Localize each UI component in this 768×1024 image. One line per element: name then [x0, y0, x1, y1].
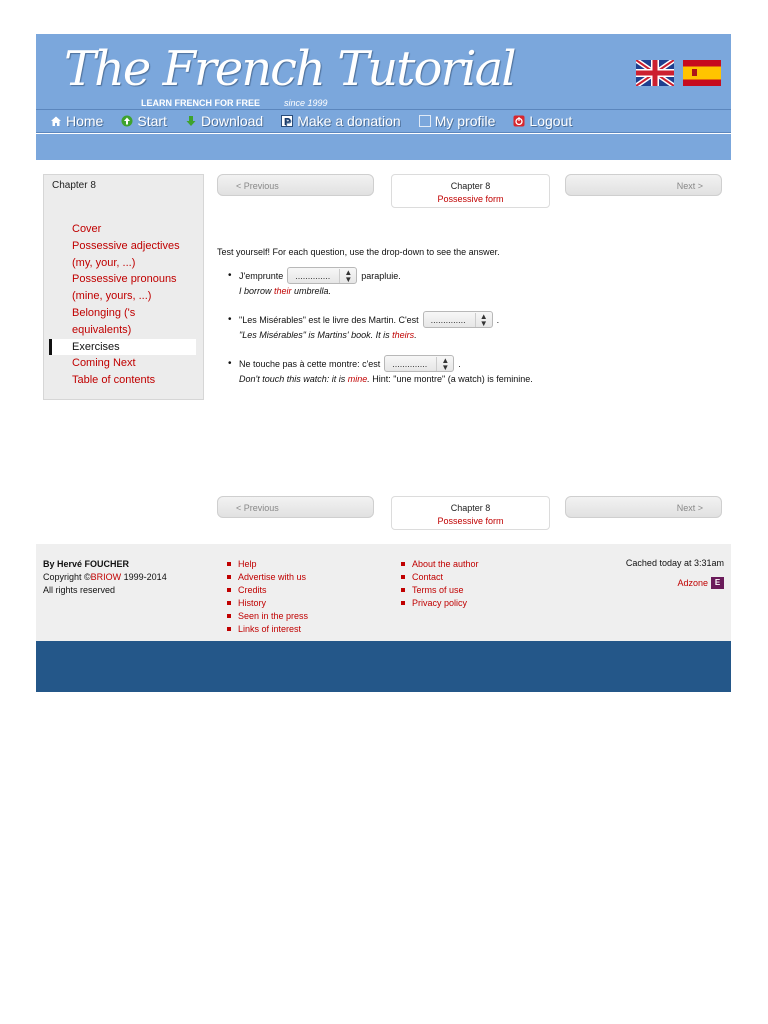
briow-link[interactable]: BRIOW	[90, 572, 122, 582]
pager-top	[217, 174, 724, 208]
answer-word: theirs	[392, 330, 415, 340]
translation-text: .	[367, 374, 370, 384]
pager-section[interactable]: Possessive form	[437, 516, 504, 526]
question-text: • Ne touche pas à cette montre: c'est	[239, 358, 381, 369]
question-3	[217, 355, 727, 384]
translation-text: I borrow	[239, 286, 275, 296]
tagline: LEARN FRENCH FOR FREE	[141, 98, 260, 108]
nav-home[interactable]	[50, 113, 103, 129]
adzone-link[interactable]	[677, 577, 724, 589]
copyright-years: 1999-2014	[121, 572, 167, 582]
author-name: By Hervé FOUCHER	[43, 559, 130, 569]
pager-chapter: Chapter 8	[450, 181, 491, 191]
download-icon	[185, 115, 197, 127]
footer-link-terms[interactable]: Terms of use	[401, 584, 479, 597]
footer-link-privacy[interactable]: Privacy policy	[401, 597, 479, 610]
sidebar-list	[44, 221, 203, 389]
answer-word: mine	[347, 374, 368, 384]
copyright	[43, 571, 167, 584]
current-section	[391, 496, 550, 530]
nav-label: Start	[137, 113, 167, 129]
page	[36, 34, 731, 634]
sidebar-item-possessive-pronouns[interactable]: Possessive pronouns (mine, yours, ...)	[72, 273, 177, 303]
nav-start[interactable]	[121, 113, 167, 129]
since-text: since 1999	[284, 98, 328, 108]
uk-flag-icon[interactable]	[636, 60, 674, 86]
adzone-label: Adzone	[677, 578, 708, 588]
dropdown-arrows-icon: ▲ ▼	[436, 357, 449, 371]
current-section	[391, 174, 550, 208]
dropdown-value: ..............	[295, 270, 331, 281]
rights-text: All rights reserved	[43, 585, 116, 595]
question-1	[217, 267, 727, 296]
translation	[239, 330, 727, 340]
footer-links-2	[401, 558, 479, 610]
sub-bar	[36, 134, 731, 160]
question-text: parapluie.	[361, 270, 401, 281]
footer-link-about[interactable]: About the author	[401, 558, 479, 571]
profile-icon	[419, 115, 431, 127]
previous-button[interactable]: < Previous	[217, 496, 374, 518]
nav-label: My profile	[434, 113, 496, 129]
answer-dropdown[interactable]	[384, 355, 454, 372]
dropdown-arrows-icon: ▲ ▼	[339, 269, 352, 283]
logo-text: The French Tutorial	[64, 41, 515, 97]
next-button[interactable]: Next >	[565, 174, 722, 196]
translation-text: .	[414, 330, 417, 340]
cached-status: Cached today at 3:31am	[625, 558, 724, 568]
answer-dropdown[interactable]	[423, 311, 493, 328]
pager-chapter: Chapter 8	[450, 503, 491, 513]
site-header	[36, 34, 731, 109]
question-2	[217, 311, 727, 340]
copyright-prefix: Copyright ©	[43, 572, 91, 582]
nav-label: Logout	[529, 113, 573, 129]
nav-logout[interactable]	[513, 113, 572, 129]
question-text: .	[496, 314, 500, 325]
footer-bottom-bar	[36, 641, 731, 692]
sidebar-item-table-of-contents[interactable]: Table of contents	[72, 374, 156, 387]
spain-flag-icon[interactable]	[683, 60, 721, 86]
svg-text:P: P	[284, 117, 291, 127]
sidebar-item-cover[interactable]: Cover	[72, 223, 102, 235]
translation-text: "Les Misérables" is Martins' book. It is	[239, 330, 393, 340]
main-nav	[36, 109, 731, 133]
sidebar-item-belonging[interactable]: Belonging ('s equivalents)	[72, 306, 136, 336]
site-logo[interactable]	[46, 38, 515, 108]
site-footer	[36, 544, 731, 641]
hint-text: Hint: "une montre" (a watch) is feminine.	[369, 374, 533, 384]
donation-icon	[281, 115, 293, 127]
next-button[interactable]: Next >	[565, 496, 722, 518]
nav-label: Download	[200, 113, 264, 129]
dropdown-value: ..............	[392, 358, 428, 369]
adzone-badge-icon: E	[711, 577, 724, 589]
footer-link-advertise[interactable]: Advertise with us	[227, 571, 308, 584]
pager-bottom	[217, 496, 724, 530]
translation-text: Don't touch this watch: it is	[239, 374, 348, 384]
footer-link-credits[interactable]: Credits	[227, 584, 308, 597]
start-icon	[121, 115, 133, 127]
nav-label: Home	[66, 113, 104, 129]
footer-link-links[interactable]: Links of interest	[227, 623, 308, 636]
footer-link-contact[interactable]: Contact	[401, 571, 479, 584]
question-text: .	[458, 358, 461, 369]
chapter-sidebar	[43, 174, 204, 400]
footer-links-1	[227, 558, 308, 636]
dropdown-value: ..............	[430, 314, 466, 325]
translation	[239, 374, 727, 384]
translation	[239, 286, 727, 296]
footer-link-help[interactable]: Help	[227, 558, 308, 571]
footer-credits	[43, 558, 167, 597]
sidebar-item-possessive-adjectives[interactable]: Possessive adjectives (my, your, ...)	[72, 239, 180, 269]
nav-profile[interactable]	[419, 113, 496, 129]
question-text: • J'emprunte	[239, 270, 284, 281]
sidebar-item-coming-next[interactable]: Coming Next	[72, 357, 136, 370]
nav-download[interactable]	[185, 113, 263, 129]
logout-icon	[513, 115, 525, 127]
footer-link-press[interactable]: Seen in the press	[227, 610, 308, 623]
footer-link-history[interactable]: History	[227, 597, 308, 610]
nav-donation[interactable]	[281, 113, 401, 129]
sidebar-title: Chapter 8	[52, 180, 96, 191]
previous-button[interactable]: < Previous	[217, 174, 374, 196]
home-icon	[50, 115, 62, 127]
nav-label: Make a donation	[297, 113, 401, 129]
translation-text: umbrella.	[291, 286, 332, 296]
dropdown-arrows-icon: ▲ ▼	[475, 313, 488, 327]
exercise-intro: Test yourself! For each question, use the drop-down to see the answer.	[217, 247, 500, 257]
question-text: • "Les Misérables" est le livre des Martin. C'est	[239, 314, 419, 325]
sidebar-item-exercises[interactable]: Exercises	[49, 339, 196, 356]
pager-section[interactable]: Possessive form	[437, 194, 504, 204]
answer-dropdown[interactable]	[287, 267, 357, 284]
exercise-content	[217, 247, 727, 399]
answer-word: their	[274, 286, 292, 296]
